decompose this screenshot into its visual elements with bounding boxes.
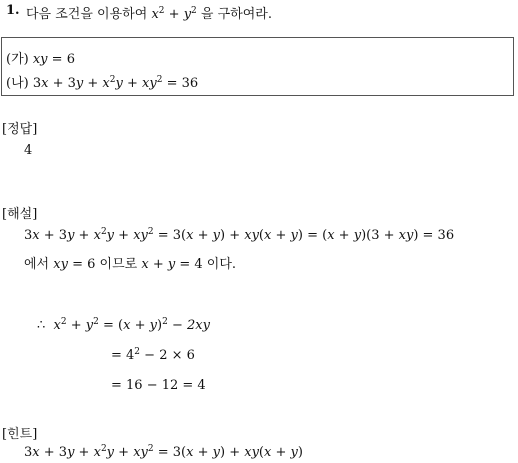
condition-ga-xy: xy xyxy=(32,52,48,67)
solution-line-2-post: 이다. xyxy=(206,257,237,272)
therefore-symbol: ∴ xyxy=(37,318,46,333)
hint-line: $3x + 3y + x^2y + xy^2 = 3(x + y) + xy(x + y)$ xyxy=(24,444,303,460)
solution-line-2-pre: 에서 xyxy=(24,257,50,272)
condition-ga-value: = 6 xyxy=(51,52,75,67)
condition-na: (나) $3x + 3y + x^2y + xy^2 = 36$ xyxy=(6,75,199,91)
solution-line-1: $3x + 3y + x^2y + xy^2 = 3(x + y) + xy(x + y) = (x + y)(3 + xy) = 36$ xyxy=(24,227,455,243)
solution-header: [해설] xyxy=(2,207,38,222)
condition-ga-label: (가) xyxy=(6,52,29,67)
solution-line-2 xyxy=(24,253,236,272)
answer-header: [정답] xyxy=(2,122,38,137)
question-number: 1. xyxy=(6,3,20,18)
solution-xy: xy xyxy=(53,257,68,272)
solution-x-plus-y-value: = 4 xyxy=(179,257,203,272)
answer-value: 4 xyxy=(24,143,33,158)
question-text-post: 을 구하여라. xyxy=(200,7,272,22)
solution-step-2: = $4^2 - 2 \times 6$ xyxy=(111,347,195,363)
times-symbol: × xyxy=(171,348,183,363)
solution-x-plus-y: x + y xyxy=(141,257,176,272)
solution-line-2-mid: 이므로 xyxy=(99,257,138,272)
condition-ga xyxy=(6,48,75,67)
question-text-pre: 다음 조건을 이용하여 xyxy=(26,7,148,22)
question-text: 다음 조건을 이용하여 $x^2 + y^2$ 을 구하여라. xyxy=(26,6,272,22)
solution-therefore-line: ∴ $x^2 + y^2 = (x + y)^2 - 2xy$ xyxy=(37,317,210,333)
condition-na-label: (나) xyxy=(6,76,29,91)
hint-header: [힌트] xyxy=(2,427,38,442)
solution-step-3: = 16 − 12 = 4 xyxy=(111,378,206,393)
solution-xy-value: = 6 xyxy=(72,257,96,272)
solution-2xy: 2xy xyxy=(186,318,210,333)
